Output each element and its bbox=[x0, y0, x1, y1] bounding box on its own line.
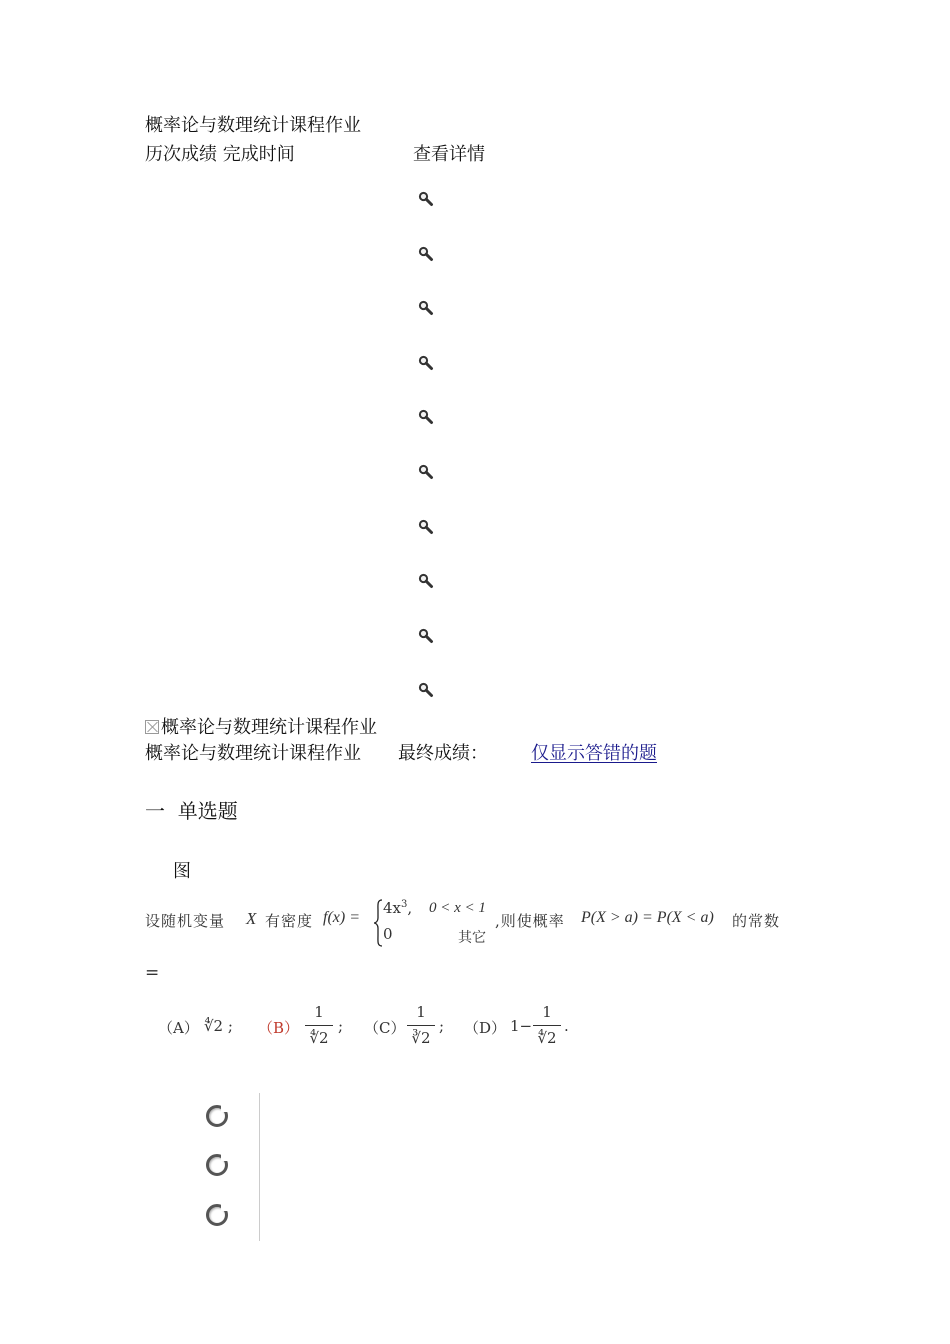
option-a-content: ∜2 ; bbox=[204, 1017, 233, 1035]
stem-prefix: 设随机变量 bbox=[145, 912, 226, 930]
stem-middle: ,则使概率 bbox=[495, 912, 565, 930]
option-c-label: （C） bbox=[364, 1019, 406, 1037]
density-function: f(x) = bbox=[323, 909, 360, 926]
option-d-numerator: 1 bbox=[542, 1003, 552, 1021]
history-column-details: 查看详情 bbox=[413, 144, 485, 165]
broken-image-icon bbox=[145, 720, 159, 734]
magnifier-icon[interactable] bbox=[418, 246, 434, 262]
option-a-label: （A） bbox=[158, 1019, 199, 1037]
case1-condition: 0 < x < 1 bbox=[429, 900, 486, 916]
final-score-label: 最终成绩： bbox=[398, 743, 488, 764]
probability-expression: P(X > a) = P(X < a) bbox=[581, 909, 714, 926]
stem-suffix: 的常数 bbox=[732, 912, 781, 930]
option-b-denominator: ∜2 bbox=[309, 1029, 329, 1047]
answer-option-3-radio[interactable] bbox=[206, 1204, 228, 1226]
assignment-name: 概率论与数理统计课程作业 bbox=[145, 743, 361, 764]
magnifier-icon[interactable] bbox=[418, 628, 434, 644]
option-d-after: . bbox=[564, 1017, 569, 1035]
question-stem bbox=[145, 897, 805, 953]
option-c-numerator: 1 bbox=[416, 1003, 426, 1021]
magnifier-icon[interactable] bbox=[418, 573, 434, 589]
question-equals: = bbox=[145, 963, 160, 983]
option-d-label: （D） bbox=[464, 1019, 507, 1037]
option-b-after: ; bbox=[338, 1017, 344, 1035]
option-d-prefix: 1− bbox=[510, 1017, 533, 1035]
magnifier-icon[interactable] bbox=[418, 409, 434, 425]
assignment-image-alt: 概率论与数理统计课程作业 bbox=[161, 717, 377, 738]
section-title: 一 单选题 bbox=[145, 799, 238, 823]
question-options bbox=[158, 1003, 598, 1055]
magnifier-icon[interactable] bbox=[418, 191, 434, 207]
assignment-image-placeholder bbox=[145, 718, 377, 738]
magnifier-icon[interactable] bbox=[418, 682, 434, 698]
case2-condition: 其它 bbox=[458, 930, 486, 946]
question-figure-label: 图 bbox=[173, 861, 191, 882]
magnifier-icon[interactable] bbox=[418, 464, 434, 480]
history-column-score-time: 历次成绩 完成时间 bbox=[145, 144, 295, 165]
magnifier-icon[interactable] bbox=[418, 300, 434, 316]
magnifier-icon[interactable] bbox=[418, 355, 434, 371]
stem-has-density: 有密度 bbox=[265, 912, 314, 930]
option-b-label: （B） bbox=[258, 1019, 300, 1037]
answer-option-1-radio[interactable] bbox=[206, 1105, 228, 1127]
answer-option-2-radio[interactable] bbox=[206, 1154, 228, 1176]
page-title: 概率论与数理统计课程作业 bbox=[145, 115, 361, 136]
case2-expression: 0 bbox=[383, 925, 393, 943]
option-c-fraction-bar bbox=[407, 1025, 435, 1026]
show-wrong-only-link[interactable]: 仅显示答错的题 bbox=[531, 743, 657, 764]
answer-column-divider bbox=[259, 1093, 260, 1241]
option-b-numerator: 1 bbox=[314, 1003, 324, 1021]
option-d-denominator: ∜2 bbox=[537, 1029, 557, 1047]
option-c-denominator: ∛2 bbox=[411, 1029, 431, 1047]
stem-variable: X bbox=[246, 909, 257, 928]
option-c-after: ; bbox=[439, 1017, 445, 1035]
case1-expression: $4x^3$, bbox=[383, 899, 413, 917]
option-d-fraction-bar bbox=[533, 1025, 561, 1026]
magnifier-icon[interactable] bbox=[418, 519, 434, 535]
option-b-fraction-bar bbox=[305, 1025, 333, 1026]
